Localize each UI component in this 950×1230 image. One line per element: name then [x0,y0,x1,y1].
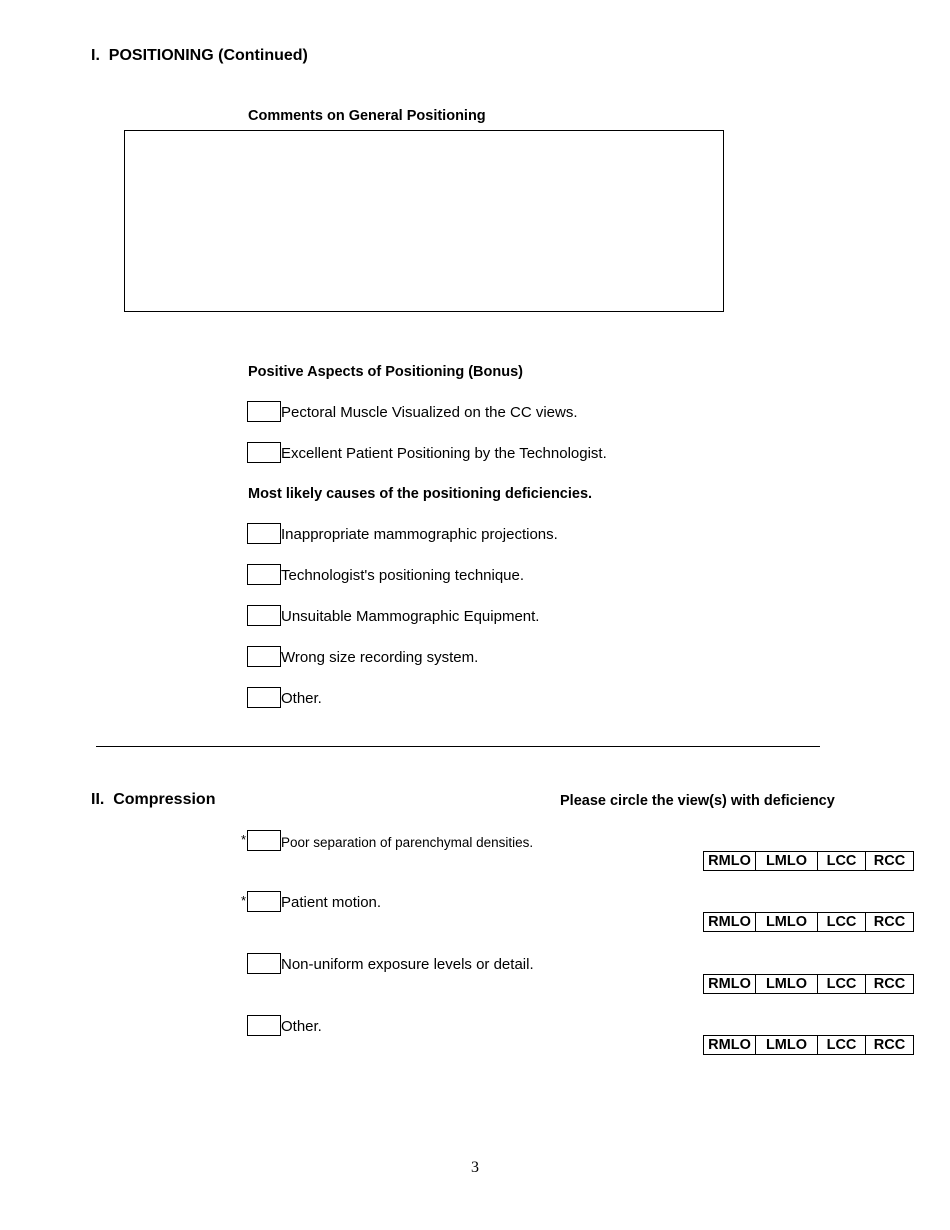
checkbox-poor-separation[interactable] [247,830,281,851]
option-label-pectoral-muscle: Pectoral Muscle Visualized on the CC views. [281,404,578,421]
option-label-poor-separation: Poor separation of parenchymal densities. [281,835,534,850]
checkbox-positioning-other[interactable] [247,687,281,708]
page-number: 3 [471,1159,479,1176]
view-selector-non-uniform-exposure [703,974,914,994]
view-rmlo[interactable]: RMLO [704,975,756,994]
option-label-wrong-size-recording: Wrong size recording system. [281,649,479,666]
view-rmlo[interactable]: RMLO [704,1036,756,1055]
required-asterisk: * [241,832,247,847]
checkbox-patient-motion[interactable] [247,891,281,912]
view-rmlo[interactable]: RMLO [704,913,756,932]
view-lcc[interactable]: LCC [818,852,866,871]
option-label-unsuitable-equipment: Unsuitable Mammographic Equipment. [281,608,540,625]
section-heading-positioning: I. POSITIONING (Continued) [91,47,308,64]
view-lcc[interactable]: LCC [818,913,866,932]
view-rcc[interactable]: RCC [866,913,914,932]
option-label-technologist-technique: Technologist's positioning technique. [281,567,525,584]
view-lmlo[interactable]: LMLO [756,852,818,871]
view-lmlo[interactable]: LMLO [756,1036,818,1055]
option-label-inappropriate-projections: Inappropriate mammographic projections. [281,526,558,543]
option-label-excellent-positioning: Excellent Patient Positioning by the Technologist. [281,445,607,462]
view-lmlo[interactable]: LMLO [756,975,818,994]
section-divider [96,746,820,747]
view-rcc[interactable]: RCC [866,852,914,871]
checkbox-unsuitable-equipment[interactable] [247,605,281,626]
view-rmlo[interactable]: RMLO [704,852,756,871]
view-selector-compression-other [703,1035,914,1055]
checkbox-wrong-size-recording[interactable] [247,646,281,667]
view-lcc[interactable]: LCC [818,975,866,994]
causes-heading: Most likely causes of the positioning deficiencies. [248,486,593,502]
required-asterisk: * [241,893,247,908]
checkbox-compression-other[interactable] [247,1015,281,1036]
view-rcc[interactable]: RCC [866,1036,914,1055]
option-label-non-uniform-exposure: Non-uniform exposure levels or detail. [281,956,534,973]
comments-textbox[interactable] [124,130,724,312]
option-label-compression-other: Other. [281,1018,322,1035]
checkbox-technologist-technique[interactable] [247,564,281,585]
view-lcc[interactable]: LCC [818,1036,866,1055]
circle-views-instruction: Please circle the view(s) with deficiency [560,793,835,809]
view-lmlo[interactable]: LMLO [756,913,818,932]
checkbox-pectoral-muscle[interactable] [247,401,281,422]
checkbox-non-uniform-exposure[interactable] [247,953,281,974]
view-rcc[interactable]: RCC [866,975,914,994]
checkbox-excellent-positioning[interactable] [247,442,281,463]
checkbox-inappropriate-projections[interactable] [247,523,281,544]
view-selector-patient-motion [703,912,914,932]
option-label-patient-motion: Patient motion. [281,894,382,911]
positive-aspects-heading: Positive Aspects of Positioning (Bonus) [248,364,523,380]
view-selector-poor-separation [703,851,914,871]
option-label-positioning-other: Other. [281,690,322,707]
comments-label: Comments on General Positioning [248,108,486,124]
section-heading-compression: II. Compression [91,791,216,808]
